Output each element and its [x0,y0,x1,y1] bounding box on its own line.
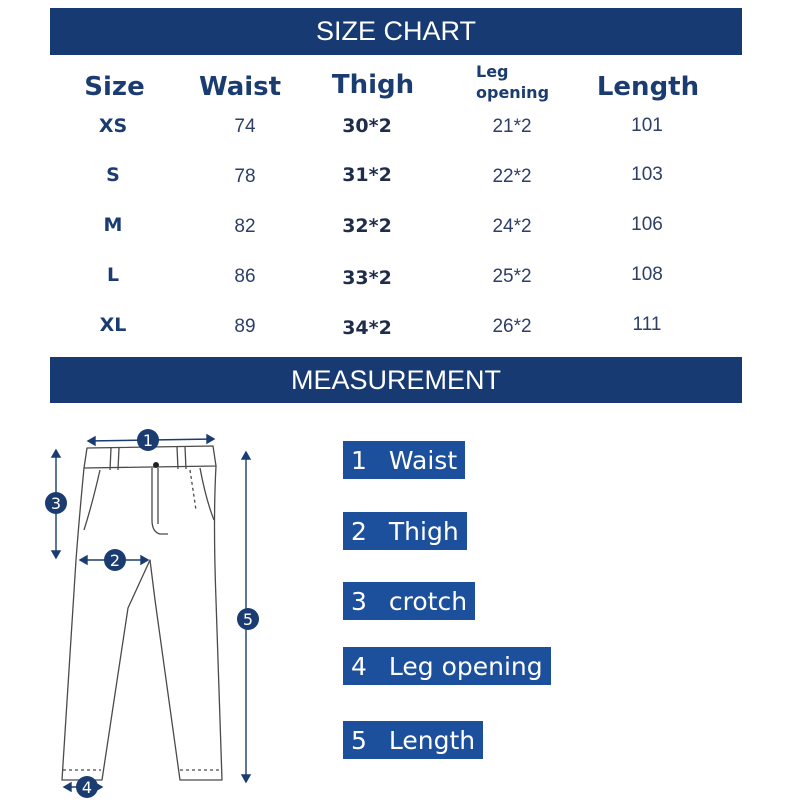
svg-text:1: 1 [142,431,154,450]
trousers-diagram [0,420,330,800]
header-leg-opening [462,61,572,103]
legend-number: 4 [351,651,367,681]
legend-item-crotch [343,582,475,620]
cell-leg-opening: 21*2 [492,116,532,137]
cell-size: XS [98,115,128,137]
header-length: Length [596,72,700,102]
legend-label: Waist [388,445,458,475]
measurement-banner [50,357,742,403]
legend-number: 2 [351,516,367,546]
marker-5 [237,608,259,630]
cell-leg-opening: 22*2 [492,166,532,187]
header-size: Size [84,72,145,102]
cell-waist: 82 [234,216,256,237]
legend-item-waist [343,441,465,479]
marker-2 [104,549,126,571]
header-leg-opening-line1: Leg [476,62,509,81]
cell-thigh: 33*2 [342,267,392,289]
cell-waist: 78 [234,166,256,187]
legend-label: Leg opening [388,651,543,681]
cell-leg-opening: 25*2 [492,266,532,287]
size-chart-title: SIZE CHART [315,16,477,46]
cell-waist: 74 [234,116,256,137]
svg-text:2: 2 [109,551,121,570]
cell-thigh: 34*2 [342,317,392,339]
cell-waist: 89 [234,316,256,337]
svg-text:5: 5 [242,610,254,629]
legend-number: 1 [351,445,367,475]
cell-waist: 86 [234,266,256,287]
legend-number: 5 [351,725,367,755]
button-icon [153,462,159,468]
cell-size: M [103,214,123,236]
cell-thigh: 31*2 [342,164,392,186]
svg-text:4: 4 [81,778,93,797]
cell-length: 101 [631,115,663,136]
cell-size: L [106,264,120,286]
marker-3 [45,492,67,514]
legend-label: crotch [388,586,468,616]
trousers-outline [62,446,222,780]
cell-thigh: 30*2 [342,115,392,137]
cell-length: 108 [631,264,663,285]
cell-thigh: 32*2 [342,215,392,237]
legend-item-thigh [343,512,467,550]
cell-length: 106 [631,214,663,235]
cell-size: XL [99,314,127,336]
cell-length: 103 [631,164,663,185]
cell-length: 111 [632,314,662,335]
cell-leg-opening: 26*2 [492,316,532,337]
header-thigh: Thigh [331,70,415,100]
header-leg-opening-line2: opening [476,83,550,102]
cell-leg-opening: 24*2 [492,216,532,237]
legend-label: Thigh [388,516,459,546]
measurement-title: MEASUREMENT [290,364,501,395]
legend-number: 3 [351,586,367,616]
legend-label: Length [388,725,476,755]
marker-1 [137,429,159,451]
svg-text:3: 3 [50,494,62,513]
legend-item-leg-opening [343,647,551,685]
marker-4 [76,776,98,798]
cell-size: S [106,164,120,186]
header-waist: Waist [198,72,282,102]
legend-item-length [343,721,483,759]
size-chart-banner [50,8,742,55]
